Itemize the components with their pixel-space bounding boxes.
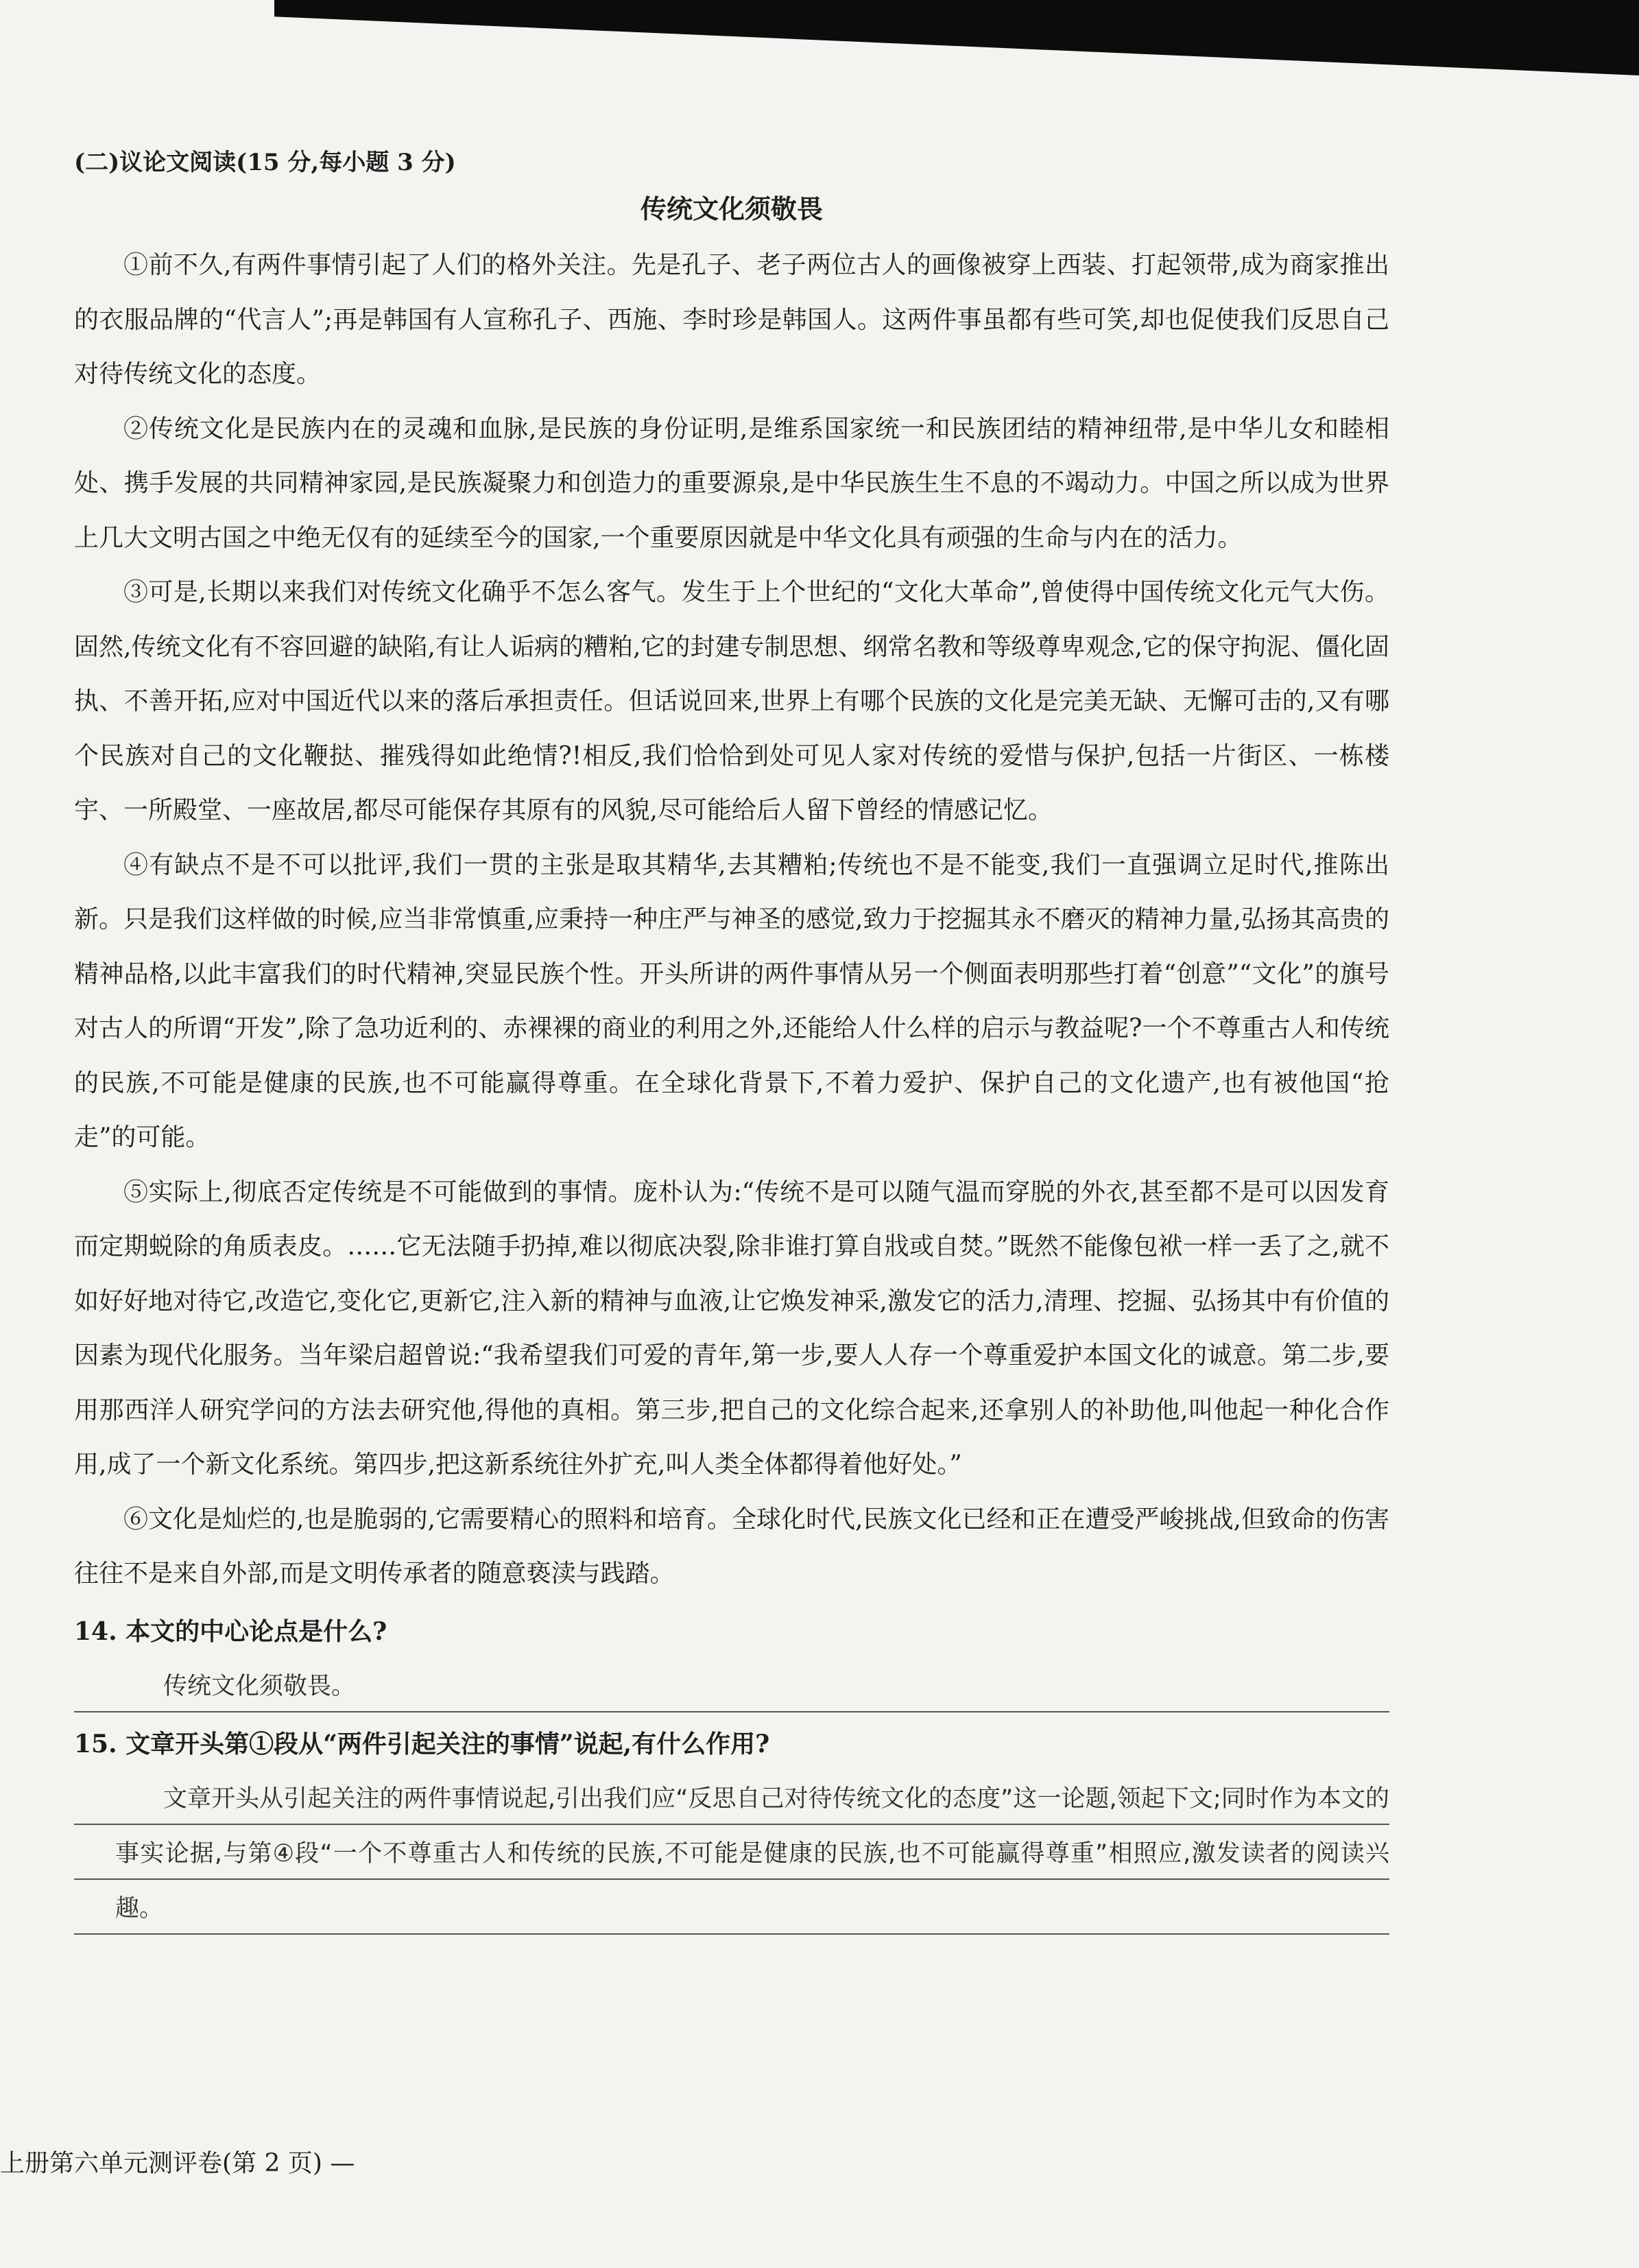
page-footer: 上册第六单元测评卷(第 2 页) — [0,2149,355,2177]
section-heading: (二)议论文阅读(15 分,每小题 3 分) [74,149,456,176]
paragraph-5: ⑤实际上,彻底否定传统是不可能做到的事情。庞朴认为:“传统不是可以随气温而穿脱的外衣,甚至都不是可以因发育而定期蜕除的角质表皮。……它无法随手扔掉,难以彻底决裂,除非谁打算自戕或自焚。”既然不能像包袱一样一丢了之,就不如好好地对待它,改造它,变化它,更新它,注入新的精神与血液,让它焕发神采,激发它的活力,清理、挖掘、弘扬其中有价值的因素为现代化服务。当年梁启超曾说:“我希望我们可爱的青年,第一步,要人人存一个尊重爱护本国文化的诚意。第二步,要用那西洋人研究学问的方法去研究他,得他的真相。第三步,把自己的文化综合起来,还拿别人的补助他,叫他起一种化合作用,成了一个新文化系统。第四步,把这新系统往外扩充,叫人类全体都得着他好处。” [74,1178,1389,1479]
paragraph-3: ③可是,长期以来我们对传统文化确乎不怎么客气。发生于上个世纪的“文化大革命”,曾使得中国传统文化元气大伤。固然,传统文化有不容回避的缺陷,有让人诟病的糟粕,它的封建专制思想、纲常名教和等级尊卑观念,它的保守拘泥、僵化固执、不善开拓,应对中国近代以来的落后承担责任。但话说回来,世界上有哪个民族的文化是完美无缺、无懈可击的,又有哪个民族对自己的文化鞭挞、摧残得如此绝情?!相反,我们恰恰到处可见人家对传统的爱惜与保护,包括一片街区、一栋楼宇、一所殿堂、一座故居,都尽可能保存其原有的风貌,尽可能给后人留下曾经的情感记忆。 [74,578,1389,824]
article-title: 传统文化须敬畏 [640,193,823,224]
paragraph-1: ①前不久,有两件事情引起了人们的格外关注。先是孔子、老子两位古人的画像被穿上西装、打起领带,成为商家推出的衣服品牌的“代言人”;再是韩国有人宣称孔子、西施、李时珍是韩国人。这两件事虽都有些可笑,却也促使我们反思自己对待传统文化的态度。 [74,251,1389,388]
scan-top-edge [274,0,1639,75]
answer-14: 传统文化须敬畏。 [74,1659,1389,1714]
question-14: 14. 本文的中心论点是什么? [74,1616,387,1646]
answer-15: 文章开头从引起关注的两件事情说起,引出我们应“反思自己对待传统文化的态度”这一论题,领起下文;同时作为本文的事实论据,与第④段“一个不尊重古人和传统的民族,不可能是健康的民族,也不可能赢得尊重”相照应,激发读者的阅读兴趣。 [74,1771,1389,1936]
exam-page [74,141,1389,1936]
question-15: 15. 文章开头第①段从“两件引起关注的事情”说起,有什么作用? [74,1729,770,1758]
paragraph-4: ④有缺点不是不可以批评,我们一贯的主张是取其精华,去其糟粕;传统也不是不能变,我们一直强调立足时代,推陈出新。只是我们这样做的时候,应当非常慎重,应秉持一种庄严与神圣的感觉,致力于挖掘其永不磨灭的精神力量,弘扬其高贵的精神品格,以此丰富我们的时代精神,突显民族个性。开头所讲的两件事情从另一个侧面表明那些打着“创意”“文化”的旗号对古人的所谓“开发”,除了急功近利的、赤裸裸的商业的利用之外,还能给人什么样的启示与教益呢?一个不尊重古人和传统的民族,不可能是健康的民族,也不可能赢得尊重。在全球化背景下,不着力爱护、保护自己的文化遗产,也有被他国“抢走”的可能。 [74,850,1389,1151]
paragraph-2: ②传统文化是民族内在的灵魂和血脉,是民族的身份证明,是维系国家统一和民族团结的精神纽带,是中华儿女和睦相处、携手发展的共同精神家园,是民族凝聚力和创造力的重要源泉,是中华民族生生不息的不竭动力。中国之所以成为世界上几大文明古国之中绝无仅有的延续至今的国家,一个重要原因就是中华文化具有顽强的生命与内在的活力。 [74,414,1389,552]
paragraph-6: ⑥文化是灿烂的,也是脆弱的,它需要精心的照料和培育。全球化时代,民族文化已经和正在遭受严峻挑战,但致命的伤害往往不是来自外部,而是文明传承者的随意亵渎与践踏。 [74,1505,1389,1588]
